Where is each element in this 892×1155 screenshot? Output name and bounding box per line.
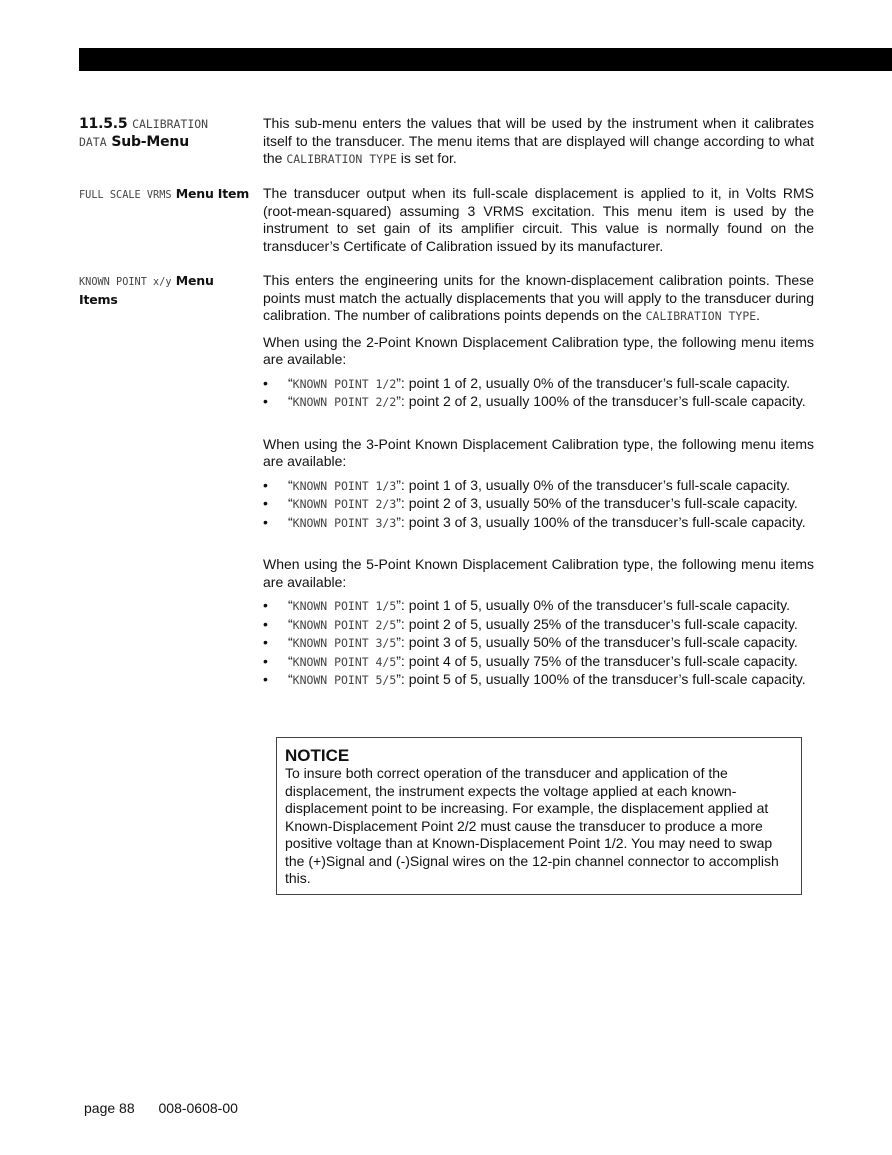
list-item: • “KNOWN POINT 3/3”: point 3 of 3, usually 100% of the transducer’s full-scale capacity. xyxy=(263,513,806,530)
bullet-icon: • xyxy=(263,393,268,409)
known-point-lcd: KNOWN POINT 5/5 xyxy=(292,673,397,687)
list-item: • “KNOWN POINT 2/3”: point 2 of 3, usually 50% of the transducer’s full-scale capacity. xyxy=(263,495,798,511)
header-bar xyxy=(79,48,892,71)
bullet-icon: • xyxy=(263,513,268,530)
section-heading xyxy=(79,115,254,151)
section-number: 11.5.5 xyxy=(79,116,128,132)
known-point-description: : point 1 of 5, usually 0% of the transducer’s full-scale capacity. xyxy=(400,597,791,613)
intro-paragraph: This sub-menu enters the values that will be used by the instrument when it calibrates itself to the transducer. The menu items that are displayed will change according to what the CALIBRATION TYPE is set for. xyxy=(263,115,814,166)
known-point-lcd: KNOWN POINT 3/5 xyxy=(292,636,397,650)
known-point-description: : point 2 of 5, usually 25% of the transducer’s full-scale capacity. xyxy=(400,615,798,632)
full-scale-heading xyxy=(79,185,254,204)
bullet-icon: • xyxy=(263,476,268,493)
list-item: • “KNOWN POINT 2/5”: point 2 of 5, usually 25% of the transducer’s full-scale capacity. xyxy=(263,615,798,632)
section-suffix: Sub-Menu xyxy=(111,134,189,150)
known-point-lcd: KNOWN POINT 1/5 xyxy=(292,599,397,613)
known-point-lcd: KNOWN POINT 1/2 xyxy=(292,376,397,391)
known-point-lcd: KNOWN POINT 2/5 xyxy=(292,617,397,632)
notice-box xyxy=(276,737,802,895)
document-number: 008-0608-00 xyxy=(158,1100,238,1116)
known-point-description: : point 3 of 3, usually 100% of the transducer’s full-scale capacity. xyxy=(400,513,806,530)
full-scale-lcd-label: FULL SCALE VRMS xyxy=(79,189,172,201)
section-lcd-line1: CALIBRATION xyxy=(132,117,209,131)
page-number: page 88 xyxy=(84,1100,135,1116)
list-item: • “KNOWN POINT 1/3”: point 1 of 3, usually 0% of the transducer’s full-scale capacity. xyxy=(263,476,791,493)
page-footer xyxy=(84,1100,258,1116)
list-item: • “KNOWN POINT 1/5”: point 1 of 5, usually 0% of the transducer’s full-scale capacity. xyxy=(263,597,791,613)
full-scale-label-suffix: Menu Item xyxy=(175,186,250,201)
menu-group-intro: When using the 2-Point Known Displacement Calibration type, the following menu items are available: xyxy=(263,333,814,367)
known-point-label-suffix: Menu Items xyxy=(79,273,214,307)
known-point-description: : point 1 of 2, usually 0% of the transducer’s full-scale capacity. xyxy=(400,374,791,391)
menu-item-list xyxy=(263,597,814,690)
known-point-lcd: KNOWN POINT 2/2 xyxy=(292,395,397,409)
known-point-description: : point 5 of 5, usually 100% of the transducer’s full-scale capacity. xyxy=(400,671,806,687)
menu-item-list xyxy=(263,477,814,533)
known-point-description: : point 2 of 2, usually 100% of the transducer’s full-scale capacity. xyxy=(400,393,806,409)
list-item: • “KNOWN POINT 2/2”: point 2 of 2, usually 100% of the transducer’s full-scale capacity. xyxy=(263,393,806,409)
lcd-term: CALIBRATION TYPE xyxy=(286,152,397,166)
bullet-icon: • xyxy=(263,597,268,613)
list-item: • “KNOWN POINT 4/5”: point 4 of 5, usually 75% of the transducer’s full-scale capacity. xyxy=(263,652,798,669)
list-item: • “KNOWN POINT 3/5”: point 3 of 5, usually 50% of the transducer’s full-scale capacity. xyxy=(263,634,798,650)
menu-group-intro: When using the 3-Point Known Displacement Calibration type, the following menu items are available: xyxy=(263,435,814,469)
known-point-lcd-label: KNOWN POINT x/y xyxy=(79,276,172,288)
known-point-heading xyxy=(79,272,254,309)
known-point-lcd: KNOWN POINT 4/5 xyxy=(292,654,397,669)
known-point-lcd: KNOWN POINT 3/3 xyxy=(292,515,397,530)
bullet-icon: • xyxy=(263,652,268,669)
full-scale-paragraph: The transducer output when its full-scale displacement is applied to it, in Volts RMS (root-mean-squared) assuming 3 VRMS excitation. This menu item is used by the instrument to set gain of its amplifier circuit. This value is normally found on the transducer’s Certificate of Calibration issued by its manufacturer. xyxy=(263,185,814,254)
menu-group-intro: When using the 5-Point Known Displacement Calibration type, the following menu items are available: xyxy=(263,556,814,590)
known-point-lcd: KNOWN POINT 2/3 xyxy=(292,497,397,511)
known-point-description: : point 4 of 5, usually 75% of the transducer’s full-scale capacity. xyxy=(400,652,798,669)
bullet-icon: • xyxy=(263,615,268,632)
bullet-icon: • xyxy=(263,374,268,391)
bullet-icon: • xyxy=(263,495,268,511)
known-point-body xyxy=(263,272,814,690)
notice-text: To insure both correct operation of the transducer and application of the displacement, the instrument expects the voltage applied at each known-displacement point to be increasing. For example, the displacement applied at Known-Displacement Point 2/2 must cause the transducer to produce a more positive voltage than at Known-Displacement Point 1/2. You may need to swap the (+)Signal and (-)Signal wires on the 12-pin channel connector to accomplish this. xyxy=(285,765,779,886)
known-point-description: : point 2 of 3, usually 50% of the transducer’s full-scale capacity. xyxy=(400,495,798,511)
known-point-lcd: KNOWN POINT 1/3 xyxy=(292,478,397,493)
known-point-description: : point 1 of 3, usually 0% of the transducer’s full-scale capacity. xyxy=(400,476,791,493)
notice-title: NOTICE xyxy=(285,746,350,765)
known-point-intro: This enters the engineering units for the known-displacement calibration points. These points must match the actually displacements that you will apply to the transducer during calibration. The number of calibrations points depends on the CALIBRATION TYPE. xyxy=(263,272,814,323)
known-point-description: : point 3 of 5, usually 50% of the transducer’s full-scale capacity. xyxy=(400,634,798,650)
bullet-icon: • xyxy=(263,671,268,687)
menu-item-list xyxy=(263,375,814,412)
section-lcd-line2: DATA xyxy=(79,135,107,149)
bullet-icon: • xyxy=(263,634,268,650)
list-item: • “KNOWN POINT 5/5”: point 5 of 5, usually 100% of the transducer’s full-scale capacity. xyxy=(263,671,806,687)
list-item: • “KNOWN POINT 1/2”: point 1 of 2, usually 0% of the transducer’s full-scale capacity. xyxy=(263,374,791,391)
